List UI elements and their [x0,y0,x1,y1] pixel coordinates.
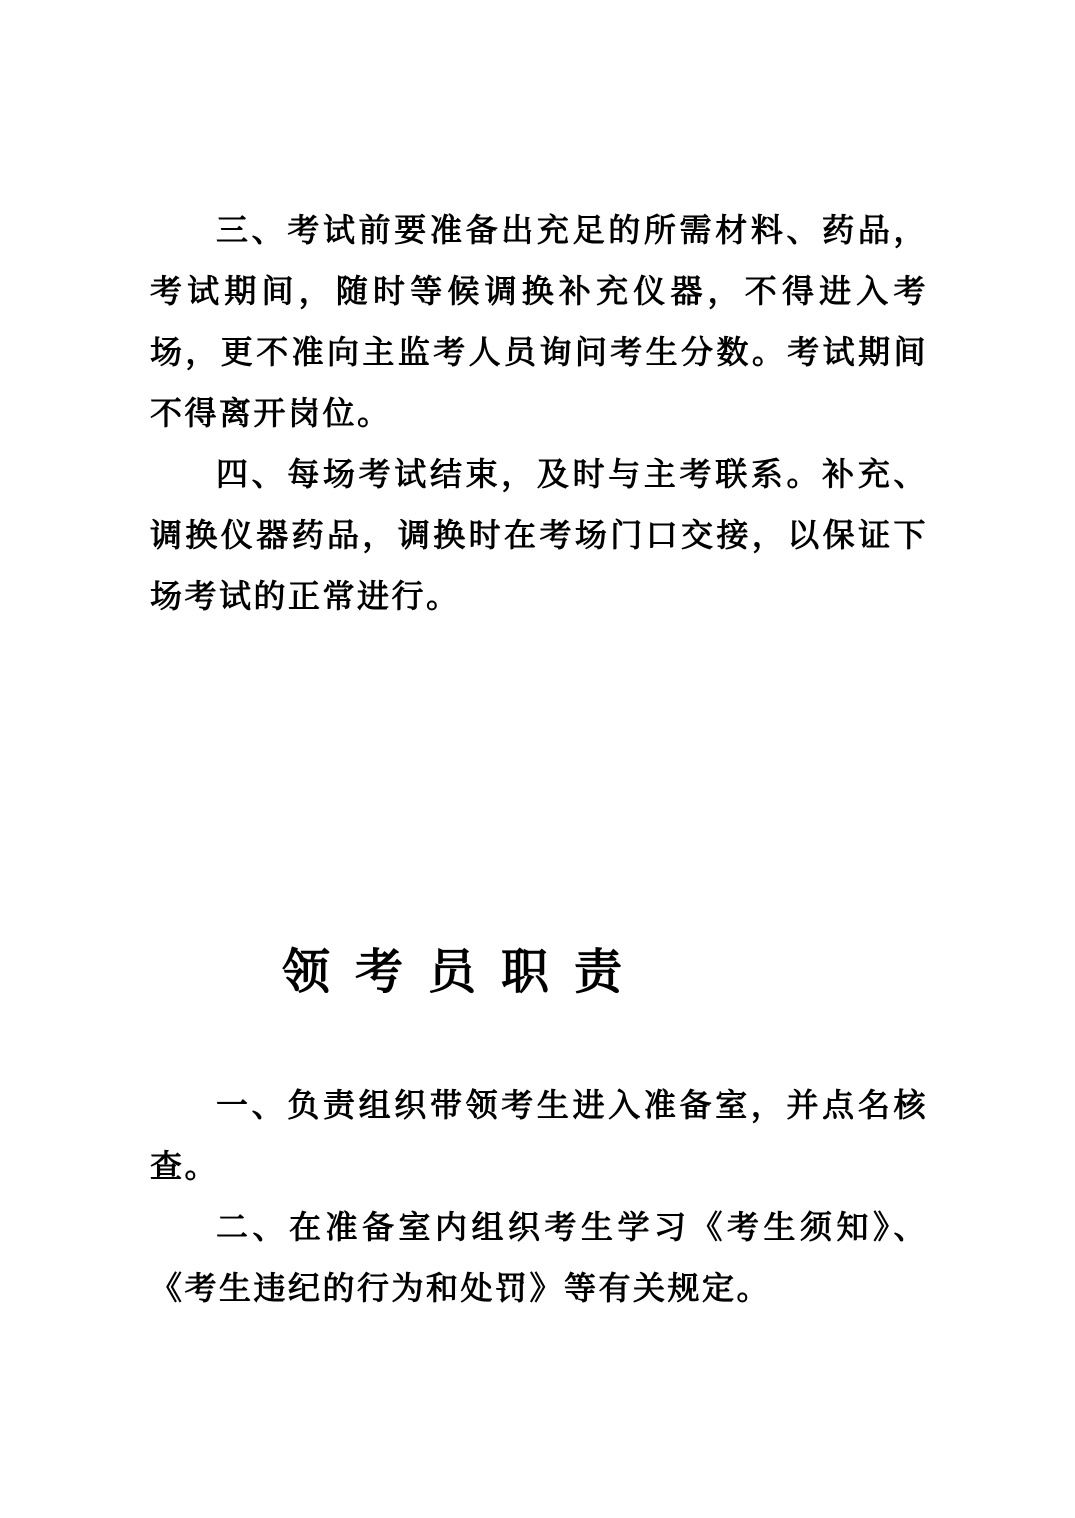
previous-duties-section [150,200,928,627]
section-title: 领考员职责 [282,944,648,1000]
guide-duty-paragraph-2: 二、在准备室内组织考生学习《考生须知》、《考生违纪的行为和处罚》等有关规定。 [150,1208,928,1307]
guide-duty-2 [150,1197,928,1319]
guide-duty-1 [150,1075,928,1197]
guide-duty-paragraph-1: 一、负责组织带领考生进入准备室，并点名核查。 [150,1086,928,1185]
duty-paragraph-3: 三、考试前要准备出充足的所需材料、药品，考试期间，随时等候调换补充仪器，不得进入考场，更不准向主监考人员询问考生分数。考试期间不得离开岗位。 [150,211,928,432]
duty-paragraph-4: 四、每场考试结束，及时与主考联系。补充、调换仪器药品，调换时在考场门口交接，以保证下场考试的正常进行。 [150,455,928,615]
